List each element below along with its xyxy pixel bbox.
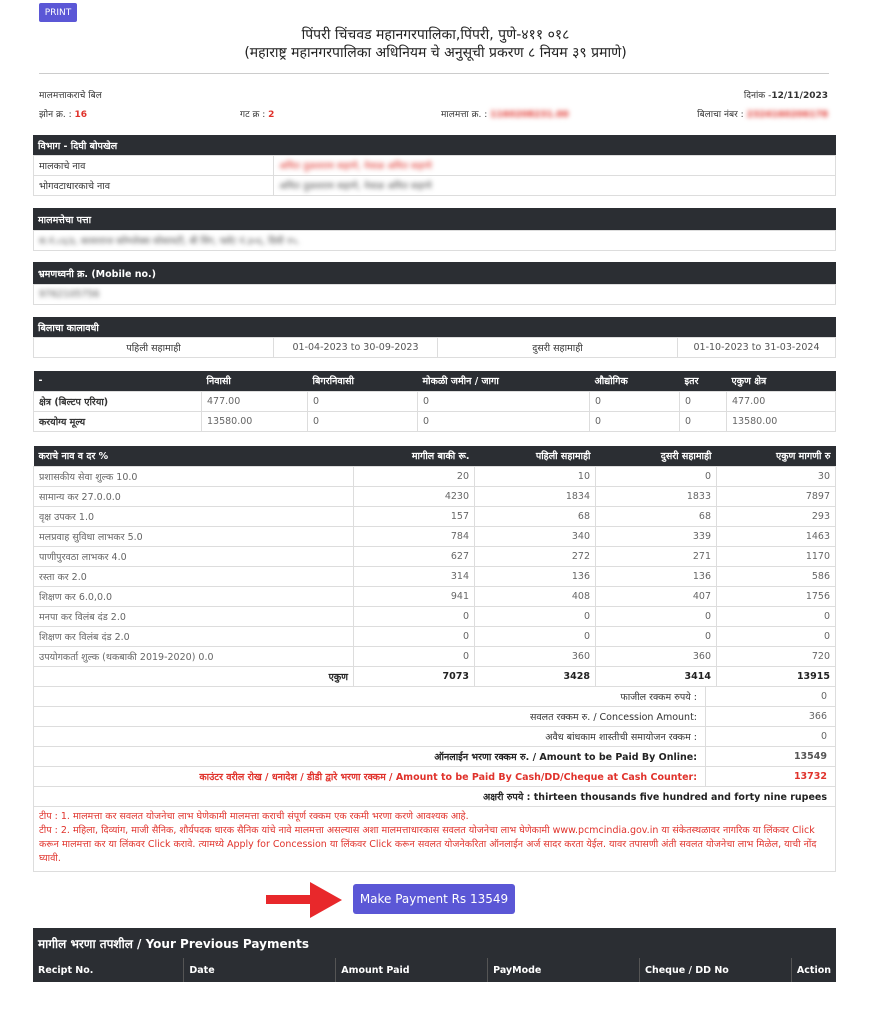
area-header-row: [34, 371, 836, 391]
tax-header-cell: कराचे नाव व दर %: [34, 446, 354, 466]
words-label: अक्षरी रुपये :: [483, 792, 531, 803]
note-1: टीप : 1. मालमत्ता कर सवलत योजनेचा लाभ घेणेकामी मालमत्ता कराची संपूर्ण रक्कम एक रकमी भरणा करणे आवश्यक आहे.: [39, 811, 469, 822]
words-value: thirteen thousands five hundred and forty nine rupees: [533, 792, 827, 803]
table-cell: 0: [354, 626, 475, 646]
mobile-table: [33, 284, 836, 305]
tax-table: [33, 446, 836, 687]
column-header: Action: [791, 958, 836, 982]
table-cell: 68: [596, 506, 717, 526]
previous-header-row: [33, 958, 836, 982]
table-cell: 784: [354, 526, 475, 546]
area-header-cell: -: [34, 371, 202, 391]
tax-header-cell: मागील बाकी रू.: [354, 446, 475, 466]
bill-type: मालमत्ताकराचे बिल: [39, 91, 102, 101]
second-half-label: दुसरी सहामाही: [438, 338, 678, 358]
tax-header-cell: पहिली सहामाही: [475, 446, 596, 466]
date-value: 12/11/2023: [771, 91, 828, 101]
first-half-label: पहिली सहामाही: [34, 338, 274, 358]
summary-row: [34, 767, 836, 787]
total-cell: 7073: [354, 666, 475, 686]
table-cell: 407: [596, 586, 717, 606]
table-cell: 340: [475, 526, 596, 546]
area-header-cell: एकुण क्षेत्र: [727, 371, 836, 391]
summary-value: 366: [706, 707, 836, 727]
table-cell: 477.00: [727, 391, 836, 411]
owner-label: मालकाचे नाव: [34, 156, 274, 176]
zone: [39, 107, 87, 120]
table-cell: 157: [354, 506, 475, 526]
table-cell: मनपा कर विलंब दंड 2.0: [34, 606, 354, 626]
bill-no-value: 2324160206178: [746, 110, 828, 120]
column-header: Date: [184, 958, 336, 982]
mobile-value: 9762105756: [34, 285, 836, 305]
area-table: [33, 371, 836, 432]
table-row: [34, 391, 836, 411]
table-cell: 586: [717, 566, 836, 586]
zone-label: झोन क्र. :: [39, 110, 72, 120]
table-cell: 720: [717, 646, 836, 666]
table-cell: 0: [354, 606, 475, 626]
total-cell: 13915: [717, 666, 836, 686]
table-cell: 0: [596, 626, 717, 646]
table-row: [34, 646, 836, 666]
table-cell: 272: [475, 546, 596, 566]
notes-box: [33, 806, 836, 872]
table-cell: 68: [475, 506, 596, 526]
tax-header-cell: दुसरी सहामाही: [596, 446, 717, 466]
table-cell: 30: [717, 466, 836, 486]
table-cell: 360: [475, 646, 596, 666]
table-cell: उपयोगकर्ता शुल्क (थकबाकी 2019-2020) 0.0: [34, 646, 354, 666]
area-header-cell: इतर: [680, 371, 727, 391]
table-cell: 13580.00: [202, 411, 308, 431]
table-cell: 627: [354, 546, 475, 566]
property-number: [441, 107, 569, 120]
table-cell: 0: [717, 606, 836, 626]
table-cell: 0: [475, 626, 596, 646]
words-table: [33, 786, 836, 807]
property-label: मालमत्ता क्र. :: [441, 110, 488, 120]
first-half-value: 01-04-2023 to 30-09-2023: [274, 338, 438, 358]
zone-value: 16: [74, 110, 88, 120]
table-cell: 360: [596, 646, 717, 666]
department-header: विभाग - दिघी बोपखेल: [33, 135, 836, 155]
table-row: [34, 466, 836, 486]
table-cell: 0: [418, 411, 590, 431]
page-title: पिंपरी चिंचवड महानगरपालिका,पिंपरी, पुणे-४११ ०१८: [301, 27, 570, 43]
table-cell: 1756: [717, 586, 836, 606]
table-cell: सामान्य कर 27.0.0.0: [34, 486, 354, 506]
table-cell: प्रशासकीय सेवा शुल्क 10.0: [34, 466, 354, 486]
total-cell: 3428: [475, 666, 596, 686]
bill-no-label: बिलाचा नंबर :: [697, 110, 744, 120]
table-row: [34, 486, 836, 506]
table-cell: 0: [308, 411, 418, 431]
summary-label: सवलत रक्कम रु. / Concession Amount:: [34, 707, 706, 727]
occupant-value: अमित तुळशराम सहाणे, नेवाळ अमित सहाणे: [274, 176, 836, 196]
table-cell: 271: [596, 546, 717, 566]
address-table: [33, 230, 836, 251]
summary-value: 0: [706, 687, 836, 707]
summary-label: काउंटर वरील रोख / धनादेश / डीडी द्वारे भरणा रक्कम / Amount to be Paid By Cash/DD/Cheque at Cash Counter:: [34, 767, 706, 787]
table-cell: 136: [475, 566, 596, 586]
table-cell: 7897: [717, 486, 836, 506]
bill-date: [744, 88, 828, 101]
table-cell: 339: [596, 526, 717, 546]
table-cell: 0: [418, 391, 590, 411]
table-cell: वृक्ष उपकर 1.0: [34, 506, 354, 526]
table-cell: रस्ता कर 2.0: [34, 566, 354, 586]
table-cell: क्षेत्र (बिल्टप एरिया): [34, 391, 202, 411]
words-row: [34, 787, 836, 807]
table-row: [34, 526, 836, 546]
occupant-row: [34, 176, 836, 196]
bill-number: [697, 107, 828, 120]
address-header: मालमत्तेचा पत्ता: [33, 208, 836, 230]
table-row: [34, 506, 836, 526]
summary-row: [34, 707, 836, 727]
owner-row: [34, 156, 836, 176]
property-value: 1160208231.00: [490, 110, 569, 120]
table-cell: 0: [475, 606, 596, 626]
date-label: दिनांक -: [743, 91, 772, 101]
gat-value: 2: [268, 110, 275, 120]
arrow-right-icon: [264, 880, 344, 920]
previous-payments-table: [33, 958, 836, 982]
table-cell: 0: [680, 411, 727, 431]
owner-value: अमित तुळशराम सहाणे, नेवाळ अमित सहाणे: [274, 156, 836, 176]
summary-row: [34, 747, 836, 767]
occupant-label: भोगवटाधारकाचे नाव: [34, 176, 274, 196]
note-2: टीप : 2. महिला, दिव्यांग, माजी सैनिक, शौर्यपदक धारक सैनिक यांचे नावे मालमत्ता असल्यास अशा मालमत्ताधारकास सवलत योजनेचा लाभ घेणेकामी www.pcmcindia.gov.in या संकेतस्थळावर नागरिक या लिंकवर Click करून मालमत्ता कर या लिंकवर Click करावे. त्यामध्ये Apply for Concession या लिंकवर Click करून सवलत योजनेकरिता ऑनलाईन अर्ज सादर करता येईल. यावर तपासणी अंती सवलत योजनेचा लाभ मिळेल, याची नोंद घ्यावी.: [39, 825, 817, 864]
total-row: [34, 666, 836, 686]
table-cell: 0: [354, 646, 475, 666]
table-row: [34, 626, 836, 646]
column-header: Recipt No.: [33, 958, 184, 982]
table-cell: पाणीपुरवठा लाभकर 4.0: [34, 546, 354, 566]
table-cell: 1833: [596, 486, 717, 506]
table-cell: 314: [354, 566, 475, 586]
divider: [39, 73, 829, 74]
table-cell: 10: [475, 466, 596, 486]
address-value: स.नं.८६/३, कावरराज कॉम्प्लेक्स सोसायटी, बी विंग, फ्लॅट नं.३०६, दिघी १५.: [34, 231, 836, 251]
table-cell: 408: [475, 586, 596, 606]
table-cell: 0: [590, 411, 680, 431]
table-cell: 13580.00: [727, 411, 836, 431]
mobile-header: भ्रमणध्वनी क्र. (Mobile no.): [33, 262, 836, 284]
summary-label: अवैध बांधकाम शास्तीची समायोजन रक्कम :: [34, 727, 706, 747]
owner-table: [33, 155, 836, 196]
table-cell: 1463: [717, 526, 836, 546]
table-cell: 20: [354, 466, 475, 486]
table-cell: 0: [596, 466, 717, 486]
period-table: [33, 337, 836, 358]
make-payment-button[interactable]: Make Payment Rs 13549: [353, 884, 515, 914]
tax-header-row: [34, 446, 836, 466]
total-cell: 3414: [596, 666, 717, 686]
table-cell: 4230: [354, 486, 475, 506]
area-header-cell: औद्योगिक: [590, 371, 680, 391]
table-cell: 0: [680, 391, 727, 411]
print-button[interactable]: PRINT: [39, 3, 77, 22]
table-cell: 941: [354, 586, 475, 606]
table-cell: 0: [590, 391, 680, 411]
gat-label: गट क्र :: [240, 110, 266, 120]
table-cell: 136: [596, 566, 717, 586]
gat: [240, 107, 274, 120]
summary-value: 13732: [706, 767, 836, 787]
page-subtitle: (महाराष्ट्र महानगरपालिका अधिनियम चे अनुसूची प्रकरण ८ नियम ३९ प्रमाणे): [244, 45, 627, 61]
area-header-cell: बिगरनिवासी: [308, 371, 418, 391]
summary-label: ऑनलाईन भरणा रक्कम रु. / Amount to be Paid By Online:: [34, 747, 706, 767]
table-cell: 1834: [475, 486, 596, 506]
table-cell: मलप्रवाह सुविधा लाभकर 5.0: [34, 526, 354, 546]
table-row: [34, 606, 836, 626]
table-cell: 0: [596, 606, 717, 626]
table-cell: शिक्षण कर 6.0,0.0: [34, 586, 354, 606]
table-cell: शिक्षण कर विलंब दंड 2.0: [34, 626, 354, 646]
table-row: [34, 546, 836, 566]
second-half-value: 01-10-2023 to 31-03-2024: [678, 338, 836, 358]
summary-label: फाजील रक्कम रुपये :: [34, 687, 706, 707]
column-header: Cheque / DD No: [640, 958, 792, 982]
summary-table: [33, 686, 836, 787]
table-cell: करयोग्य मूल्य: [34, 411, 202, 431]
previous-payments-header: मागील भरणा तपशील / Your Previous Payments: [33, 928, 836, 958]
table-cell: 1170: [717, 546, 836, 566]
period-header: बिलाचा कालावधी: [33, 317, 836, 337]
summary-value: 0: [706, 727, 836, 747]
table-cell: 0: [308, 391, 418, 411]
table-cell: 477.00: [202, 391, 308, 411]
table-cell: 0: [717, 626, 836, 646]
area-header-cell: निवासी: [202, 371, 308, 391]
column-header: Amount Paid: [336, 958, 488, 982]
table-row: [34, 411, 836, 431]
column-header: PayMode: [488, 958, 640, 982]
total-cell: एकुण: [34, 666, 354, 686]
table-row: [34, 566, 836, 586]
area-header-cell: मोकळी जमीन / जागा: [418, 371, 590, 391]
summary-row: [34, 687, 836, 707]
table-cell: 293: [717, 506, 836, 526]
words-cell: [34, 787, 836, 807]
summary-value: 13549: [706, 747, 836, 767]
table-row: [34, 586, 836, 606]
tax-header-cell: एकुण मागणी रु: [717, 446, 836, 466]
summary-row: [34, 727, 836, 747]
